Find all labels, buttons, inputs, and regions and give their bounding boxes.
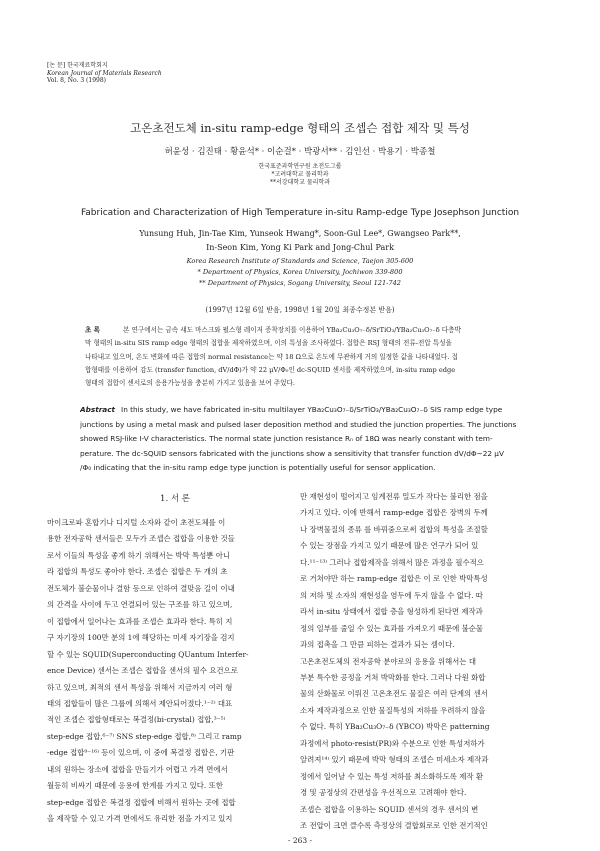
korean-affiliation: *고려대학교 물리학과 — [271, 171, 329, 178]
abstract-line: 형태의 접합이 센서로의 응용가능성을 충분히 가지고 있음을 보여 주었다. — [85, 379, 295, 388]
body-line: ence Device) 센서는 조셉슨 접합을 센서의 필수 요건으로 — [47, 666, 238, 676]
journal-header — [47, 62, 162, 85]
left-column — [47, 515, 303, 828]
body-line: 로 거쳐야만 하는 ramp-edge 접합은 이 로 인한 박막특성 — [300, 574, 488, 584]
body-line: 과의 접촉을 그 만큼 피하는 결과가 되는 셈이다. — [300, 640, 455, 650]
korean-affiliation: **서강대학교 물리학과 — [269, 179, 331, 186]
body-line: 의 저하 및 소자의 재현성을 염두에 두지 않을 수 없다. 따 — [300, 590, 483, 600]
body-line: 물의 산화물로 이뤄진 고온초전도 물질은 여러 단계의 센서 — [300, 689, 488, 699]
journal-line-1: [논 문] 한국재료학회지 — [47, 62, 108, 69]
page-number: - 263 - — [287, 836, 313, 845]
body-line: 다.¹¹⁻¹³⁾ 그러나 접합제작을 위해서 많은 과정을 필수적으 — [300, 557, 484, 567]
body-line: 경 및 공정상의 간편성을 우선적으로 고려해야 한다. — [300, 788, 467, 798]
body-line: 고온초전도체의 전자공학 분야로의 응용을 위해서는 대 — [300, 656, 476, 666]
korean-abstract-label: 초 록 — [85, 326, 101, 334]
body-line: 용한 전자공학 센서들은 모두가 조셉슨 접합을 이용한 것들 — [47, 534, 235, 544]
body-line: 구 자기장의 100만 분의 1에 해당하는 미세 자기장을 검지 — [47, 633, 235, 643]
body-line: 조셉슨 접합을 이용하는 SQUID 센서의 경우 센서의 변 — [300, 804, 479, 814]
english-affiliation: Korea Research Institute of Standards and Science, Taejon 305-600 — [186, 257, 414, 265]
journal-line-3: Vol. 8, No. 3 (1998) — [47, 77, 107, 84]
english-author-line: Yunsung Huh, Jin-Tae Kim, Yunseok Hwang*, Soon-Gul Lee*, Gwangseo Park**, — [139, 229, 461, 238]
body-line: 마이크로파 혼합기나 디지털 소자와 같이 초전도체를 이 — [47, 518, 226, 527]
english-author-line: In-Seon Kim, Yong Ki Park and Jong-Chul Park — [206, 243, 394, 252]
body-line: step-edge 접합은 복결정 접합에 비해서 원하는 곳에 접합 — [47, 797, 236, 807]
body-line: 라 접합의 특성도 좋아야 한다. 조셉슨 접합은 두 개의 초 — [47, 567, 228, 577]
body-line: 수 있는 장점을 가지고 있기 때문에 많은 연구가 되어 있 — [300, 541, 479, 551]
body-line: 월등히 비싸기 때문에 응용에 한계를 가지고 있다. 또한 — [47, 781, 223, 791]
korean-authors: 허윤성 · 김진태 · 황윤석* · 이순걸* · 박광서** · 김인선 · 박용기 · 박종철 — [164, 147, 436, 157]
abstract-line: 나타내고 있으며, 온도 변화에 따른 접합의 normal resistance는 약 18 Ω으로 온도에 무관하게 거의 일정한 값을 나타내었다. 접 — [85, 352, 458, 361]
body-line: 태의 접합들이 많은 그룹에 의해서 제안되어졌다.¹⁻²⁾ 대표 — [47, 698, 233, 708]
body-line: 이 접합에서 일어나는 효과를 조셉슨 효과라 한다. 특히 지 — [47, 616, 233, 626]
body-line: 전도체가 불순물이나 결함 등으로 인하여 결맞음 길이 이내 — [47, 583, 235, 593]
body-line: 부분 특수한 공정을 거쳐 박막화를 한다. 그러나 다원 화합 — [300, 672, 486, 682]
body-line: 을 제작할 수 있고 가격 면에서도 유리한 점을 가지고 있지 — [47, 814, 233, 824]
abstract-line: 막 형태의 in-situ SIS ramp edge 형태의 접합을 제작하였으며, 이의 특성을 조사하였다. 접합은 RSJ 형태의 전류-전압 특성을 — [85, 339, 452, 348]
right-column — [300, 489, 557, 835]
korean-abstract — [85, 324, 533, 390]
body-line: 할 수 있는 SQUID(Superconducting QUantum Interfer- — [47, 649, 249, 659]
body-line: 소자 제작과정으로 인한 물질특성의 저하를 우려하지 않을 — [300, 705, 486, 715]
body-line: 정에서 일어날 수 있는 특성 저하를 최소화하도록 제작 환 — [300, 771, 484, 781]
body-line: 만 재현성이 떨어지고 임계전류 밀도가 작다는 불리한 점을 — [300, 492, 488, 501]
body-line: 정의 일부를 줄일 수 있는 효과를 가져오기 때문에 불순물 — [300, 623, 484, 633]
body-line: 로서 이들의 특성을 좋게 하기 위해서는 박막 특성뿐 아니 — [47, 550, 231, 560]
body-line: 과정에서 photo-resist(PR)와 수분으로 인한 특성저하가 — [300, 738, 485, 748]
korean-affiliation: 한국표준과학연구원 초전도그룹 — [258, 163, 342, 170]
english-abstract-label: Abstract — [80, 405, 116, 414]
abstract-line: 합형태를 이용하여 감도 (transfer function, dV/dΦ)가 약 22 μV/Φ₀인 dc-SQUID 센서를 제작하였으며, in-situ ramp edge — [85, 365, 456, 374]
abstract-line: 본 연구에서는 금속 섀도 마스크와 펄스형 레이저 증착장치를 이용하여 YBa₂Cu₃O₇₋δ/SrTiO₃/YBa₂Cu₃O₇₋δ 다층박 — [123, 326, 461, 334]
english-authors — [0, 227, 600, 255]
received-date: (1997년 12월 6일 받음, 1998년 1월 20일 최종수정본 받음) — [205, 306, 395, 314]
body-line: 나 장벽물질의 종류 를 바꿔줌으로써 접합의 특성을 조절할 — [300, 524, 488, 534]
body-line: 내의 원하는 장소에 접합을 만들기가 어렵고 가격 면에서 — [47, 764, 228, 774]
body-line: -edge 접합⁹⁻¹⁶⁾ 등이 있으며, 이 중에 복결정 접합은, 기판 — [47, 748, 235, 758]
journal-line-2: Korean Journal of Materials Research — [47, 69, 162, 77]
english-affiliation: * Department of Physics, Korea University, Jochiwon 339-800 — [197, 268, 403, 276]
abstract-line: /Φ₀ indicating that the in-situ ramp edge type junction is potentially useful for sensor application. — [80, 463, 436, 472]
body-line: 조 전압이 크면 클수록 측정상의 결합회로로 인한 전기적인 — [300, 821, 488, 831]
english-affiliation: ** Department of Physics, Sogang University, Seoul 121-742 — [199, 279, 401, 287]
abstract-line: In this study, we have fabricated in-situ multilayer YBa₂Cu₃O₇₋δ/SrTiO₃/YBa₂Cu₃O₇₋δ SIS ramp edge type — [121, 405, 503, 414]
body-line: 알려져¹⁴⁾ 있기 때문에 박막 형태의 조셉슨 미세소자 제작과 — [300, 755, 489, 765]
abstract-line: junctions by using a metal mask and pulsed laser deposition method and studied the junction properties. The junctions — [80, 419, 517, 429]
korean-title: 고온초전도체 in-situ ramp-edge 형태의 조셉슨 접합 제작 및 특성 — [130, 121, 470, 135]
body-line: 가지고 있다. 이에 반해서 ramp-edge 접합은 장벽의 두께 — [300, 508, 488, 518]
body-line: 라서 in-situ 상태에서 접합 층을 형성하게 된다면 제작과 — [300, 607, 483, 617]
korean-affiliations — [0, 163, 600, 187]
abstract-line: perature. The dc-SQUID sensors fabricated with the junctions show a sensitivity that transfer function dV/dΦ~22 μV — [80, 448, 504, 458]
body-line: 의 간격을 사이에 두고 연결되어 있는 구조를 하고 있으며, — [47, 600, 233, 610]
body-line: 수 없다. 특히 YBa₂Cu₃O₇₋δ (YBCO) 박막은 patterning — [300, 722, 490, 732]
section-heading: 1. 서 론 — [160, 494, 190, 504]
abstract-line: showed RSJ-like I-V characteristics. The normal state junction resistance Rₙ of 18Ω was nearly constant with tem- — [80, 434, 493, 443]
body-line: step-edge 접합,⁶⁻⁷⁾ SNS step-edge 접합,⁸⁾ 그리고 ramp — [47, 731, 242, 741]
english-abstract — [80, 403, 535, 476]
body-line: 하고 있으며, 최적의 센서 특성을 위해서 지금까지 여러 형 — [47, 682, 233, 692]
english-title: Fabrication and Characterization of High Temperature in-situ Ramp-edge Type Josephson Junction — [80, 208, 520, 218]
english-affiliations — [0, 256, 600, 289]
body-line: 적인 조셉슨 접합형태로는 복결정(bi-crystal) 접합,³⁻⁵⁾ — [47, 715, 226, 725]
